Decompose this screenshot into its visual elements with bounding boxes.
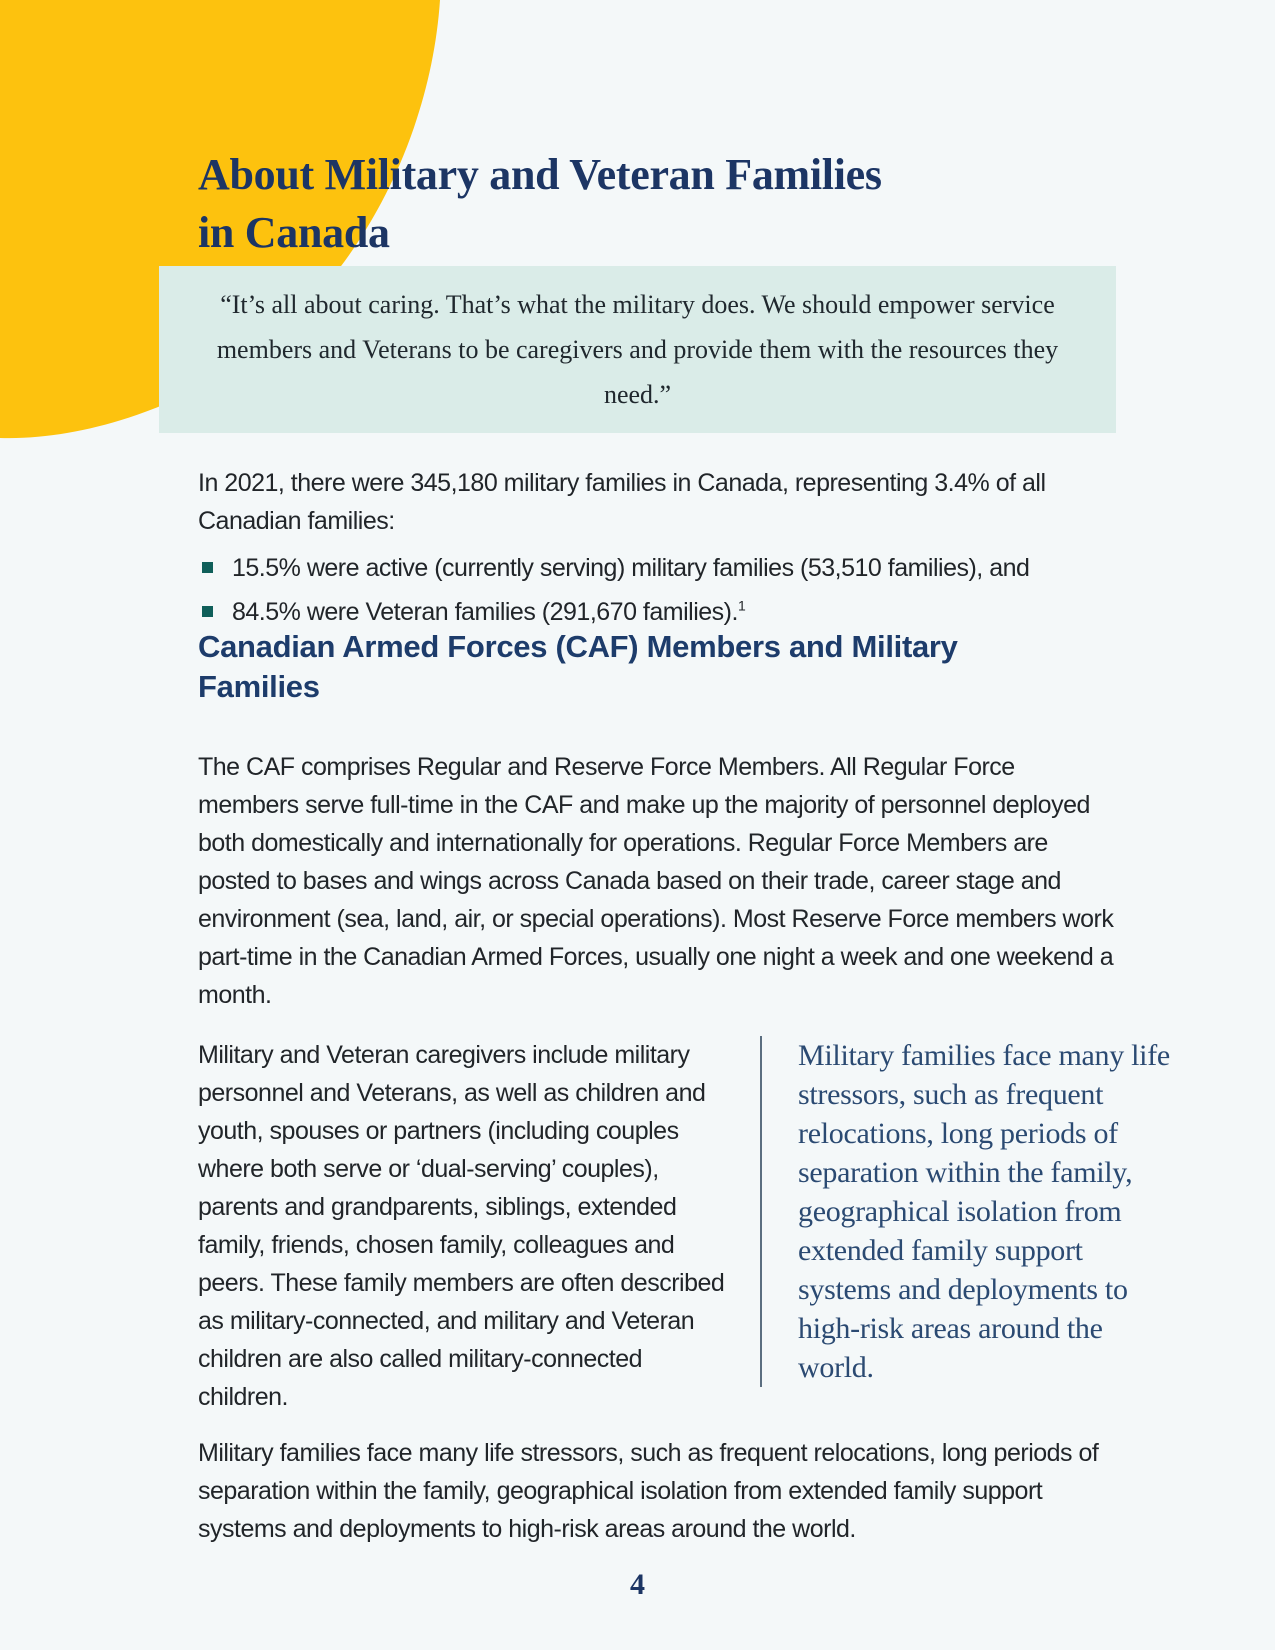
list-item (198, 593, 1118, 631)
caf-paragraph: The CAF comprises Regular and Reserve Force Members. All Regular Force members serve full-time in the CAF and make up the majority of personnel deployed both domestically and internationally for operations. Regular Force Members are posted to bases and wings across Canada based on their trade, career stage and environment (sea, land, air, or special operations). Most Reserve Force members work part-time in the Canadian Armed Forces, usually one night a week and one weekend a month. (198, 753, 1114, 1009)
square-bullet-icon (202, 606, 213, 617)
highlight-quote-box (159, 266, 1116, 433)
closing-paragraph: Military families face many life stressors, such as frequent relocations, long periods of separation within the family, geographical isolation from extended family support systems and deployments to high-risk areas around the world. (198, 1439, 1099, 1543)
statistics-bullet-list (198, 549, 1118, 637)
caregivers-two-column-section (198, 1036, 1183, 1416)
page-title-line-2: in Canada (198, 208, 390, 258)
page-title-line-1: About Military and Veteran Families (198, 150, 882, 200)
bullet-text: 84.5% were Veteran families (291,670 families). (232, 598, 738, 626)
list-item (198, 549, 1118, 587)
caregivers-paragraph: Military and Veteran caregivers include military personnel and Veterans, as well as children and youth, spouses or partners (including couples where both serve or ‘dual-serving’ couples), parents and grandparents, siblings, extended family, friends, chosen family, colleagues and peers. These family members are often described as military-connected, and military and Veteran children are also called military-connected children. (198, 1041, 725, 1411)
highlight-quote-text: “It’s all about caring. That’s what the military does. We should empower service members and Veterans to be caregivers and provide them with the resources they need.” (216, 290, 1059, 409)
pull-quote-text: Military families face many life stressors, such as frequent relocations, long periods of separation within the family, geographical isolation from extended family support systems and deployments to high-risk areas around the world. (798, 1039, 1170, 1384)
section-heading-caf: Canadian Armed Forces (CAF) Members and Military Families (198, 629, 958, 704)
bullet-text: 15.5% were active (currently serving) military families (53,510 families), and (232, 554, 1030, 582)
footnote-marker: 1 (737, 597, 746, 614)
page-number: 4 (630, 1568, 645, 1601)
pull-quote-block (760, 1036, 1176, 1387)
page-title (198, 146, 1158, 262)
intro-paragraph: In 2021, there were 345,180 military families in Canada, representing 3.4% of all Canadian families: (198, 469, 1046, 535)
square-bullet-icon (202, 562, 213, 573)
